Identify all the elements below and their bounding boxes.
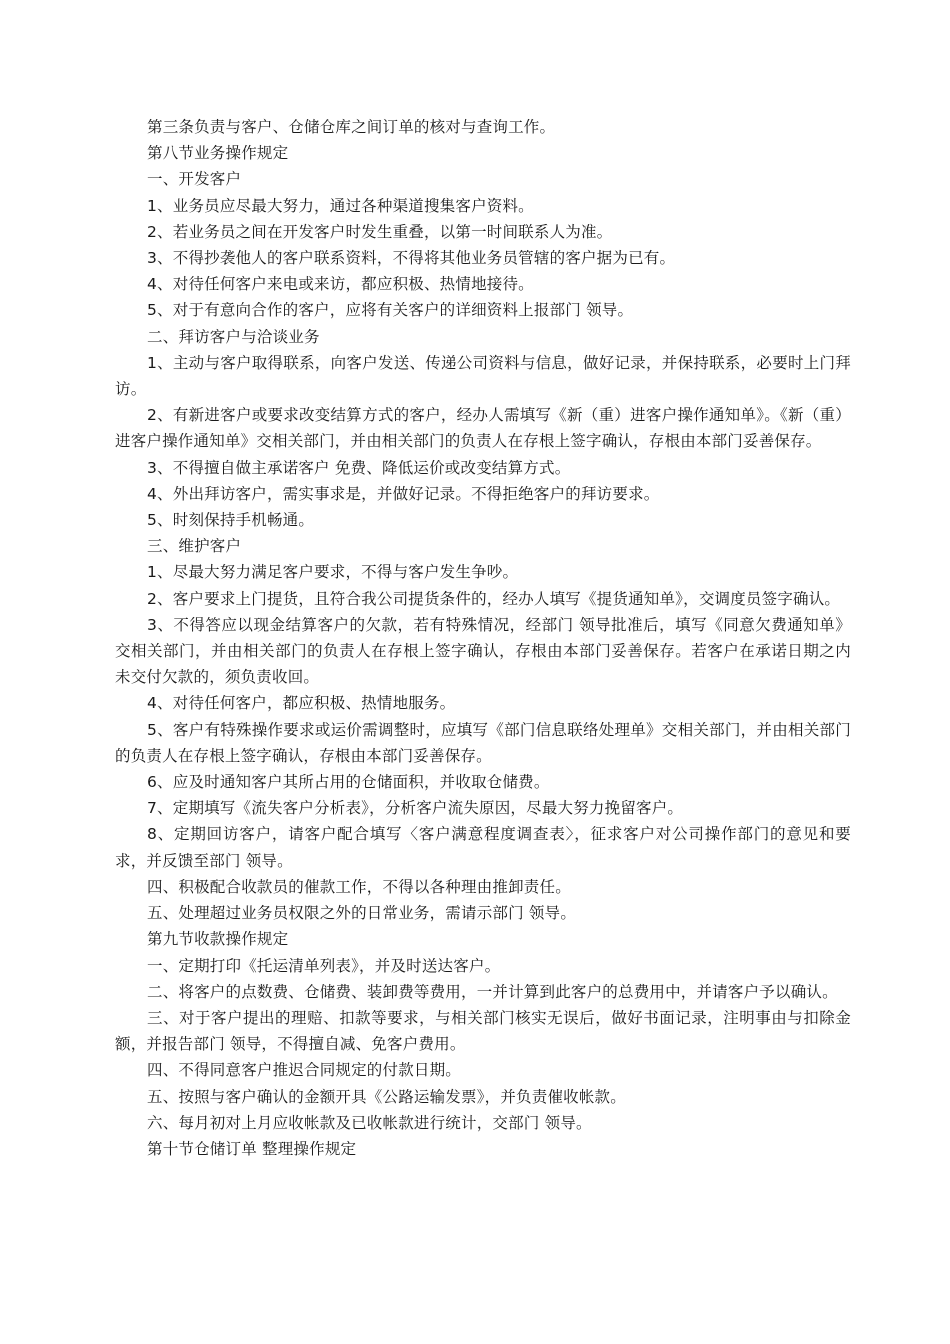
paragraph: 5、对于有意向合作的客户，应将有关客户的详细资料上报部门 领导。	[147, 301, 634, 320]
paragraph: 8、定期回访客户，请客户配合填写〈客户满意程度调查表〉，征求客户对公司操作部门的意见和要求，并反馈至部门 领导。	[115, 825, 851, 870]
document-body	[115, 114, 851, 1162]
paragraph: 四、不得同意客户推迟合同规定的付款日期。	[147, 1061, 462, 1080]
paragraph: 第三条负责与客户、仓储仓库之间订单的核对与查询工作。	[147, 118, 556, 136]
paragraph: 1、尽最大努力满足客户要求，不得与客户发生争吵。	[147, 563, 519, 582]
paragraph: 一、开发客户	[147, 170, 242, 189]
paragraph: 六、每月初对上月应收帐款及已收帐款进行统计，交部门 领导。	[147, 1113, 592, 1132]
paragraph: 2、有新进客户或要求改变结算方式的客户，经办人需填写《新（重）进客户操作通知单》。《新（重）进客户操作通知单》交相关部门，并由相关部门的负责人在存根上签字确认，存根由本部门妥善保存。	[115, 406, 851, 451]
paragraph: 第八节业务操作规定	[147, 144, 289, 163]
paragraph: 5、时刻保持手机畅通。	[147, 511, 315, 530]
paragraph: 4、对待任何客户，都应积极、热情地服务。	[147, 694, 456, 713]
paragraph: 五、按照与客户确认的金额开具《公路运输发票》，并负责催收帐款。	[147, 1087, 626, 1106]
paragraph: 三、维护客户	[147, 537, 242, 556]
paragraph: 5、客户有特殊操作要求或运价需调整时，应填写《部门信息联络处理单》交相关部门，并由相关部门的负责人在存根上签字确认，存根由本部门妥善保存。	[115, 720, 851, 765]
paragraph: 第十节仓储订单 整理操作规定	[147, 1139, 357, 1158]
paragraph: 第九节收款操作规定	[147, 930, 289, 949]
paragraph: 1、主动与客户取得联系，向客户发送、传递公司资料与信息，做好记录，并保持联系，必要时上门拜访。	[115, 353, 851, 399]
paragraph: 3、不得擅自做主承诺客户 免费、降低运价或改变结算方式。	[147, 458, 571, 477]
paragraph: 一、定期打印《托运清单列表》，并及时送达客户。	[147, 956, 501, 975]
paragraph: 4、对待任何客户来电或来访，都应积极、热情地接待。	[147, 275, 534, 294]
paragraph: 2、客户要求上门提货，且符合我公司提货条件的，经办人填写《提货通知单》，交调度员签字确认。	[147, 589, 841, 608]
paragraph: 五、处理超过业务员权限之外的日常业务，需请示部门 领导。	[147, 904, 577, 923]
paragraph: 7、定期填写《流失客户分析表》，分析客户流失原因，尽最大努力挽留客户。	[147, 799, 684, 818]
paragraph: 4、外出拜访客户，需实事求是，并做好记录。不得拒绝客户的拜访要求。	[147, 484, 660, 503]
paragraph: 6、应及时通知客户其所占用的仓储面积，并收取仓储费。	[147, 773, 550, 792]
paragraph: 3、不得答应以现金结算客户的欠款，若有特殊情况，经部门 领导批准后，填写《同意欠费通知单》交相关部门，并由相关部门的负责人在存根上签字确认，存根由本部门妥善保存。若客户在承诺日期之内未交付欠款的，须负责收回。	[115, 615, 851, 687]
paragraph: 1、业务员应尽最大努力，通过各种渠道搜集客户资料。	[147, 196, 534, 215]
paragraph: 2、若业务员之间在开发客户时发生重叠，以第一时间联系人为准。	[147, 222, 613, 241]
paragraph: 二、拜访客户与洽谈业务	[147, 327, 320, 346]
paragraph: 三、对于客户提出的理赔、扣款等要求，与相关部门核实无误后，做好书面记录，注明事由与扣除金额，并报告部门 领导，不得擅自减、免客户费用。	[115, 1008, 851, 1054]
paragraph: 二、将客户的点数费、仓储费、装卸费等费用，一并计算到此客户的总费用中，并请客户予以确认。	[147, 982, 838, 1001]
paragraph: 3、不得抄袭他人的客户联系资料，不得将其他业务员管辖的客户据为已有。	[147, 249, 676, 268]
paragraph: 四、积极配合收款员的催款工作，不得以各种理由推卸责任。	[147, 877, 571, 896]
